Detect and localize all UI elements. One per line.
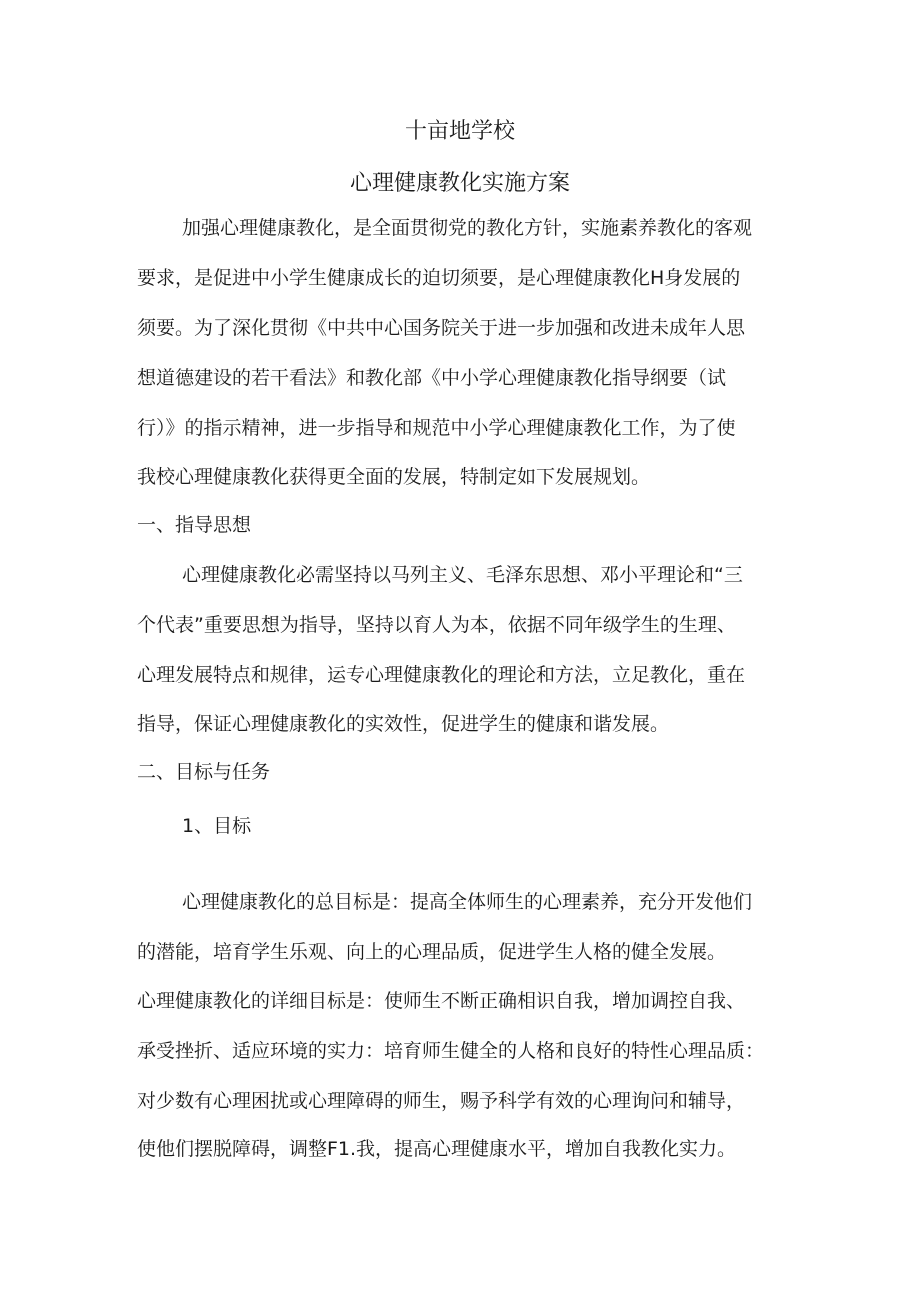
document-title: 心理健康教化实施方案 — [349, 171, 570, 196]
section-body-line: 心理发展特点和规律，运专心理健康教化的理论和方法，立足教化，重在 — [137, 664, 746, 686]
subsection-body-line: 对少数有心理困扰或心理障碍的师生，赐予科学有效的心理询问和辅导， — [137, 1090, 746, 1112]
section-body-line: 心理健康教化必需坚持以马列主义、毛泽东思想、邓小平理论和“三 — [182, 564, 743, 586]
section-body-line: 指导，保证心理健康教化的实效性，促进学生的健康和谐发展。 — [137, 713, 670, 735]
section-heading: 一、指导思想 — [137, 514, 252, 536]
section-heading: 二、目标与任务 — [137, 761, 271, 783]
subsection-body-line: 使他们摆脱障碍，调整F1.我，提高心理健康水平，增加自我教化实力。 — [137, 1138, 737, 1160]
subsection-body-line: 心理健康教化的详细目标是：使师生不断正确相识自我，增加调控自我、 — [137, 990, 746, 1012]
intro-line: 要求，是促进中小学生健康成长的迫切须要，是心理健康教化H身发展的 — [137, 267, 741, 289]
subsection-body-line: 心理健康教化的总目标是：提高全体师生的心理素养，充分开发他们 — [182, 891, 753, 913]
intro-line: 行）》的指示精神，进一步指导和规范中小学心理健康教化工作，为了使 — [137, 417, 736, 439]
intro-line: 我校心理健康教化获得更全面的发展，特制定如下发展规划。 — [137, 466, 651, 488]
intro-line: 想道德建设的若干看法》和教化部《中小学心理健康教化指导纲要（试 — [137, 367, 727, 389]
subsection-body-line: 承受挫折、适应环境的实力：培育师生健全的人格和良好的特性心理品质： — [137, 1040, 765, 1062]
subsection-body-line: 的潜能，培育学生乐观、向上的心理品质，促进学生人格的健全发展。 — [137, 941, 727, 963]
subsection-heading: 1、目标 — [182, 815, 252, 837]
section-body-line: 个代表”重要思想为指导，坚持以育人为本，依据不同年级学生的生理、 — [137, 614, 736, 636]
school-title: 十亩地学校 — [404, 119, 515, 144]
intro-line: 须要。为了深化贯彻《中共中心国务院关于进一步加强和改进未成年人思 — [137, 317, 746, 339]
intro-line: 加强心理健康教化，是全面贯彻党的教化方针，实施素养教化的客观 — [182, 217, 753, 239]
